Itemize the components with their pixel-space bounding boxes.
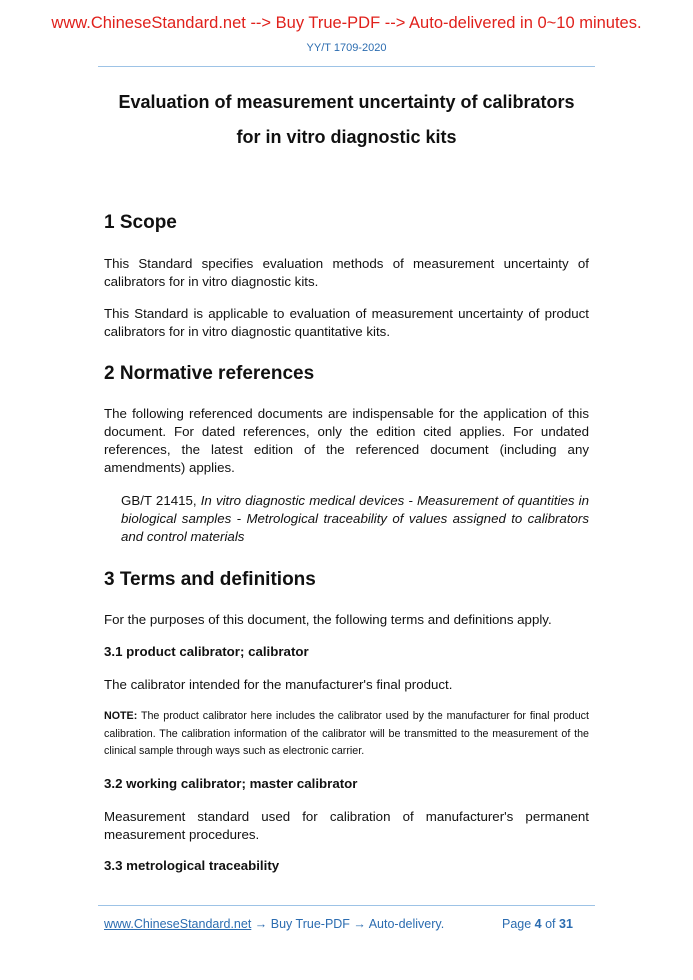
document-title-line2: for in vitro diagnostic kits — [236, 127, 457, 147]
footer-links — [104, 917, 444, 931]
document-title-line1: Evaluation of measurement uncertainty of calibrators — [118, 92, 575, 112]
page-indicator — [502, 917, 573, 931]
section-heading-scope: 1 Scope — [104, 212, 177, 233]
note-paragraph — [104, 708, 589, 761]
promo-banner[interactable]: www.ChineseStandard.net --> Buy True-PDF --> Auto-delivered in 0~10 minutes. — [51, 14, 642, 32]
footer-site-link[interactable]: www.ChineseStandard.net — [104, 917, 252, 931]
note-text: The product calibrator here includes the calibrator used by the manufacturer for final product calibration. The calibration information of the calibrator will be transmitted to the measurement of the clinical sample through ways such as electronic carrier. — [104, 710, 589, 757]
reference-code: GB/T 21415, — [121, 493, 201, 508]
normative-paragraph: The following referenced documents are indispensable for the application of this document. For dated references, only the edition cited applies. For undated references, the latest edition of the referenced document (including any amendments) applies. — [104, 406, 589, 475]
terms-intro: For the purposes of this document, the following terms and definitions apply. — [104, 612, 552, 627]
note-label: NOTE: — [104, 710, 138, 722]
term-3-1-definition: The calibrator intended for the manufacturer's final product. — [104, 677, 453, 692]
page-of: of — [541, 917, 559, 931]
scope-paragraph-1: This Standard specifies evaluation methods of measurement uncertainty of calibrators for in vitro diagnostic kits. — [104, 256, 589, 289]
section-heading-normative: 2 Normative references — [104, 363, 315, 384]
normative-reference-item — [121, 492, 589, 546]
header-rule — [98, 66, 595, 67]
term-3-3-heading: 3.3 metrological traceability — [104, 858, 280, 873]
term-3-2-definition: Measurement standard used for calibration of manufacturer's permanent measurement procedures. — [104, 809, 589, 842]
section-heading-terms: 3 Terms and definitions — [104, 569, 316, 590]
page-total: 31 — [559, 917, 573, 931]
page-current: 4 — [534, 917, 542, 931]
reference-title: In vitro diagnostic medical devices - Measurement of quantities in biological samples - Metrological traceability of values assigned to calibrators and control materials — [121, 493, 589, 544]
scope-paragraph-2: This Standard is applicable to evaluation of measurement uncertainty of product calibrators for in vitro diagnostic quantitative kits. — [104, 306, 589, 339]
footer-rule — [98, 905, 595, 906]
term-3-2-heading: 3.2 working calibrator; master calibrator — [104, 776, 358, 791]
term-3-1-heading: 3.1 product calibrator; calibrator — [104, 644, 309, 659]
standard-number: YY/T 1709-2020 — [306, 42, 387, 54]
page-label: Page — [502, 917, 535, 931]
footer-delivery-text: → Buy True-PDF → Auto-delivery. — [251, 917, 445, 931]
